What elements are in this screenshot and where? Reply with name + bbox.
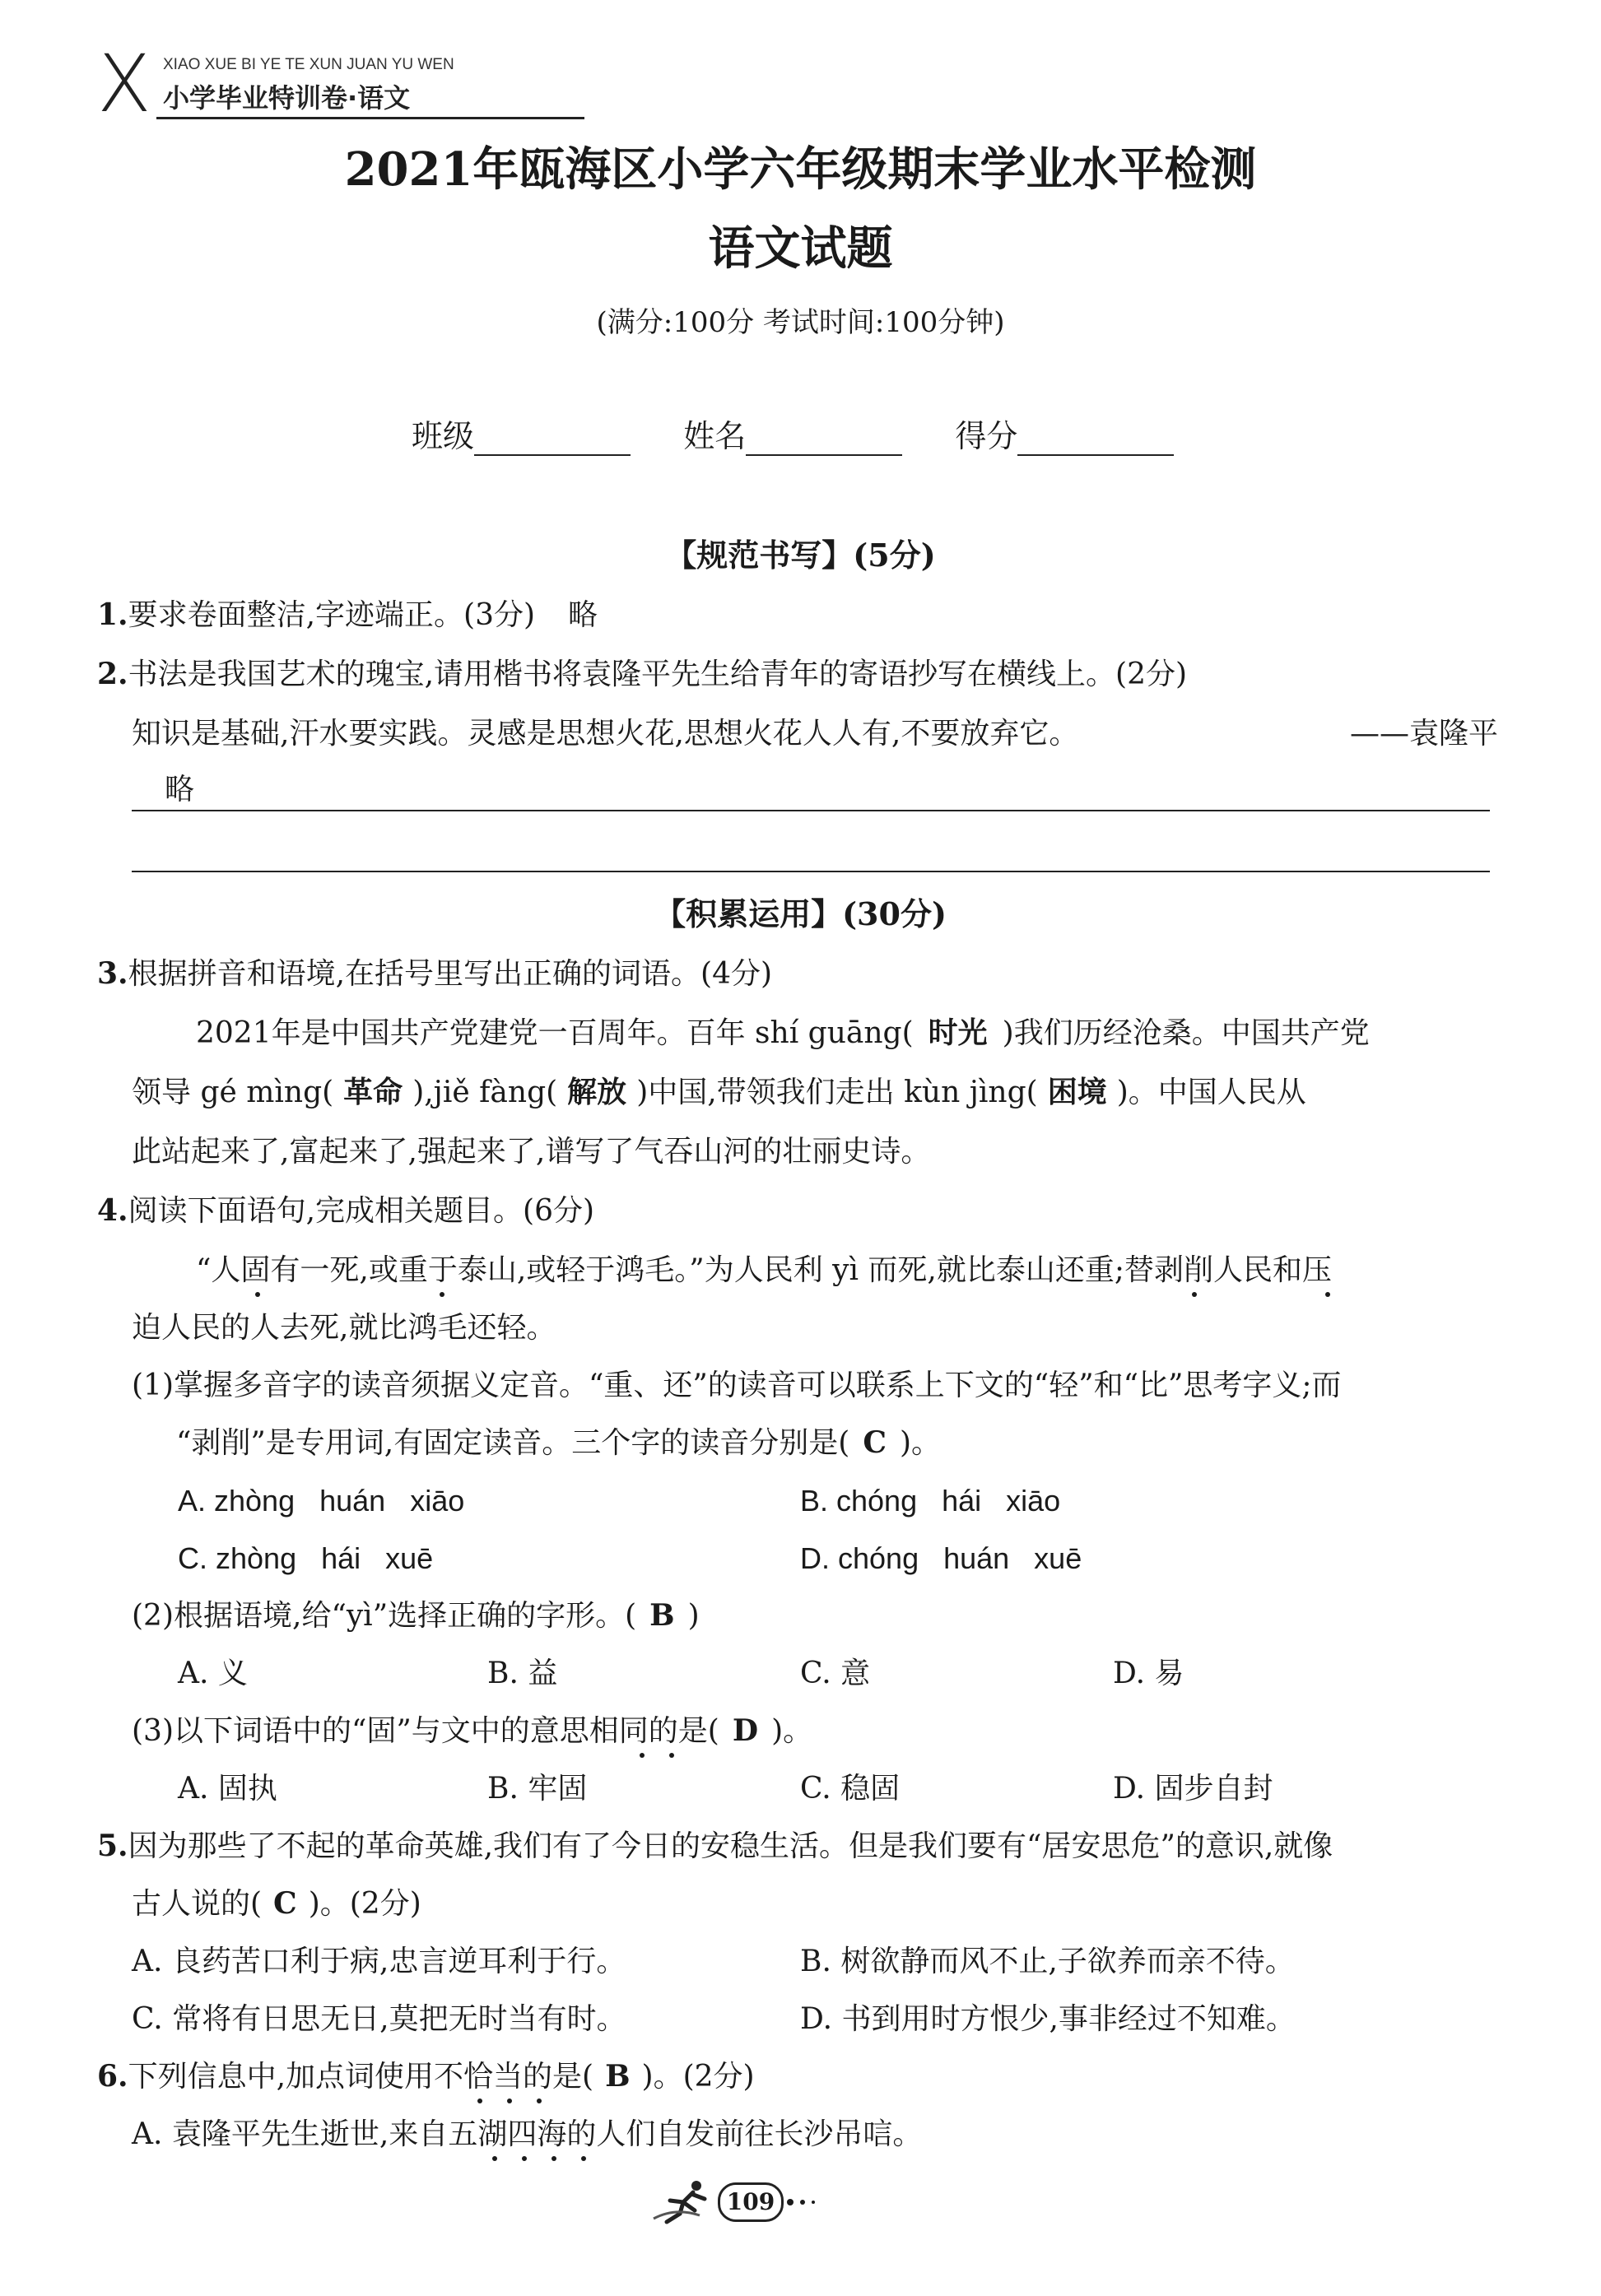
question-3 bbox=[97, 956, 772, 992]
page-number: 109 bbox=[726, 2188, 775, 2215]
class-label: 班级 bbox=[412, 418, 475, 454]
class-blank[interactable] bbox=[474, 425, 631, 456]
decor-dot bbox=[800, 2200, 805, 2205]
question-number: 6. bbox=[97, 2059, 128, 2094]
q4-sub2: (2)根据语境,给“yì”选择正确的字形。( B ) bbox=[132, 1598, 700, 1633]
name-blank[interactable] bbox=[746, 425, 902, 456]
exam-info: (满分:100分 考试时间:100分钟) bbox=[596, 306, 1005, 339]
q4-sub3-option-b: B. 牢固 bbox=[487, 1772, 588, 1806]
decor-dot bbox=[787, 2199, 794, 2205]
emphasis-dot bbox=[492, 2156, 497, 2161]
question-2 bbox=[97, 657, 1187, 692]
q6-option-a: A. 袁隆平先生逝世,来自五湖四海的人们自发前往长沙吊唁。 bbox=[132, 2117, 923, 2151]
writing-line-2[interactable] bbox=[132, 871, 1490, 872]
series-header bbox=[97, 38, 492, 130]
answer-1: 时光 bbox=[928, 1016, 988, 1050]
question-number: 1. bbox=[97, 597, 128, 632]
q5-option-c: C. 常将有日思无日,莫把无时当有时。 bbox=[132, 2002, 626, 2036]
answer: B bbox=[649, 1598, 675, 1633]
question-number: 3. bbox=[97, 956, 128, 991]
question-1 bbox=[97, 597, 598, 633]
q4-quote-line-1: “人固有一死,或重于泰山,或轻于鸿毛。”为人民利 yì 而死,就比泰山还重;替剥削人民和压 bbox=[196, 1253, 1333, 1287]
answer-4: 困境 bbox=[1047, 1075, 1107, 1109]
question-text: 书法是我国艺术的瑰宝,请用楷书将袁隆平先生给青年的寄语抄写在横线上。(2分) bbox=[128, 658, 1188, 691]
emphasis-dot bbox=[440, 1292, 444, 1297]
q4-sub3-option-d: D. 固步自封 bbox=[1113, 1772, 1273, 1806]
answer: C bbox=[273, 1886, 297, 1921]
q5-option-d: D. 书到用时方恨少,事非经过不知难。 bbox=[800, 2002, 1296, 2036]
q3-passage-line-2: 领导 gé mìng( 革命 ),jiě fàng( 解放 )中国,带领我们走出 kùn jìng( 困境 )。中国人民从 bbox=[132, 1075, 1306, 1109]
emphasis-dot bbox=[669, 1753, 674, 1758]
question-number: 4. bbox=[97, 1193, 128, 1228]
runner-icon bbox=[650, 2177, 716, 2227]
emphasis-dot bbox=[507, 2098, 512, 2103]
series-title: 小学毕业特训卷·语文 bbox=[163, 82, 411, 114]
q5-option-b: B. 树欲静而风不止,子欲养而亲不待。 bbox=[800, 1945, 1295, 1978]
q4-sub2-option-b: B. 益 bbox=[487, 1657, 558, 1690]
emphasis-dot bbox=[640, 1753, 645, 1758]
q4-sub3-option-c: C. 稳固 bbox=[800, 1772, 901, 1806]
q2-author: ——袁隆平 bbox=[1350, 717, 1499, 751]
emphasis-dot bbox=[1325, 1292, 1330, 1297]
emphasis-dot bbox=[1192, 1292, 1197, 1297]
decor-dot bbox=[812, 2201, 815, 2204]
question-5 bbox=[97, 1829, 1333, 1864]
page-title: 2021年瓯海区小学六年级期末学业水平检测 bbox=[344, 142, 1257, 197]
emphasis-dot bbox=[255, 1292, 260, 1297]
answer: D bbox=[732, 1713, 759, 1748]
answer: 略 bbox=[568, 598, 598, 632]
q2-quote: 知识是基础,汗水要实践。灵感是思想火花,思想火花人人有,不要放弃它。 bbox=[132, 717, 1079, 751]
writing-line-1[interactable] bbox=[132, 810, 1490, 811]
q4-sub3: (3)以下词语中的“固”与文中的意思相同的是( D )。 bbox=[132, 1713, 813, 1748]
q4-sub1-line-2: “剥削”是专用词,有固定读音。三个字的读音分别是( C )。 bbox=[176, 1425, 942, 1460]
emphasis-dot bbox=[552, 2156, 556, 2161]
q4-sub1-option-b: B. chóng hái xiāo bbox=[800, 1484, 1061, 1517]
question-number: 2. bbox=[97, 657, 128, 691]
q4-sub1-option-d: D. chóng huán xuē bbox=[800, 1541, 1082, 1575]
answer-3: 解放 bbox=[567, 1075, 627, 1109]
q5-line-2: 古人说的( C )。(2分) bbox=[132, 1886, 421, 1921]
question-text: 根据拼音和语境,在括号里写出正确的词语。(4分) bbox=[128, 957, 773, 991]
name-label: 姓名 bbox=[683, 418, 747, 454]
q5-option-a: A. 良药苦口利于病,忠言逆耳利于行。 bbox=[132, 1945, 626, 1978]
emphasis-dot bbox=[581, 2156, 586, 2161]
series-pinyin: XIAO XUE BI YE TE XUN JUAN YU WEN bbox=[163, 56, 454, 73]
emphasis-dot bbox=[537, 2098, 542, 2103]
q4-sub2-option-a: A. 义 bbox=[178, 1657, 248, 1690]
q4-sub2-option-c: C. 意 bbox=[800, 1657, 871, 1690]
question-4 bbox=[97, 1193, 594, 1229]
page-subtitle: 语文试题 bbox=[708, 221, 893, 276]
q4-sub1-option-a: A. zhòng huán xiāo bbox=[178, 1484, 465, 1517]
answer-2: 革命 bbox=[343, 1075, 403, 1109]
question-text: 要求卷面整洁,字迹端正。(3分) bbox=[128, 598, 536, 632]
emphasis-dot bbox=[477, 2098, 482, 2103]
q4-sub1-option-c: C. zhòng hái xuē bbox=[178, 1541, 434, 1575]
page-number-badge bbox=[718, 2182, 784, 2222]
q3-passage-line-1: 2021年是中国共产党建党一百周年。百年 shí guāng( 时光 )我们历经沧桑。中国共产党 bbox=[196, 1016, 1370, 1050]
question-text: 因为那些了不起的革命英雄,我们有了今日的安稳生活。但是我们要有“居安思危”的意识,就像 bbox=[128, 1829, 1333, 1863]
score-label: 得分 bbox=[955, 418, 1018, 454]
page-footer bbox=[650, 2174, 848, 2232]
score-blank[interactable] bbox=[1017, 425, 1174, 456]
question-6: 6.下列信息中,加点词使用不恰当的是( B )。(2分) bbox=[97, 2059, 755, 2094]
q4-sub2-option-d: D. 易 bbox=[1113, 1657, 1184, 1690]
section-heading-accumulation: 【积累运用】(30分) bbox=[654, 895, 947, 932]
q4-quote-line-2: 迫人民的人去死,就比鸿毛还轻。 bbox=[132, 1311, 556, 1345]
question-number: 5. bbox=[97, 1829, 128, 1863]
question-text: 阅读下面语句,完成相关题目。(6分) bbox=[128, 1194, 595, 1228]
q3-passage-line-3: 此站起来了,富起来了,强起来了,谱写了气吞山河的壮丽史诗。 bbox=[132, 1135, 931, 1169]
student-fields bbox=[412, 418, 1174, 456]
answer: C bbox=[863, 1425, 887, 1460]
answer: B bbox=[605, 2059, 631, 2094]
section-heading-writing: 【规范书写】(5分) bbox=[665, 537, 936, 574]
header-underline bbox=[156, 117, 584, 119]
series-logo-letter: X bbox=[97, 38, 151, 130]
q4-sub3-option-a: A. 固执 bbox=[178, 1772, 277, 1806]
q4-sub1-line-1: (1)掌握多音字的读音须据义定音。“重、还”的读音可以联系上下文的“轻”和“比”思考字义;而 bbox=[132, 1369, 1342, 1402]
emphasis-dot bbox=[522, 2156, 527, 2161]
q2-answer: 略 bbox=[165, 773, 195, 806]
